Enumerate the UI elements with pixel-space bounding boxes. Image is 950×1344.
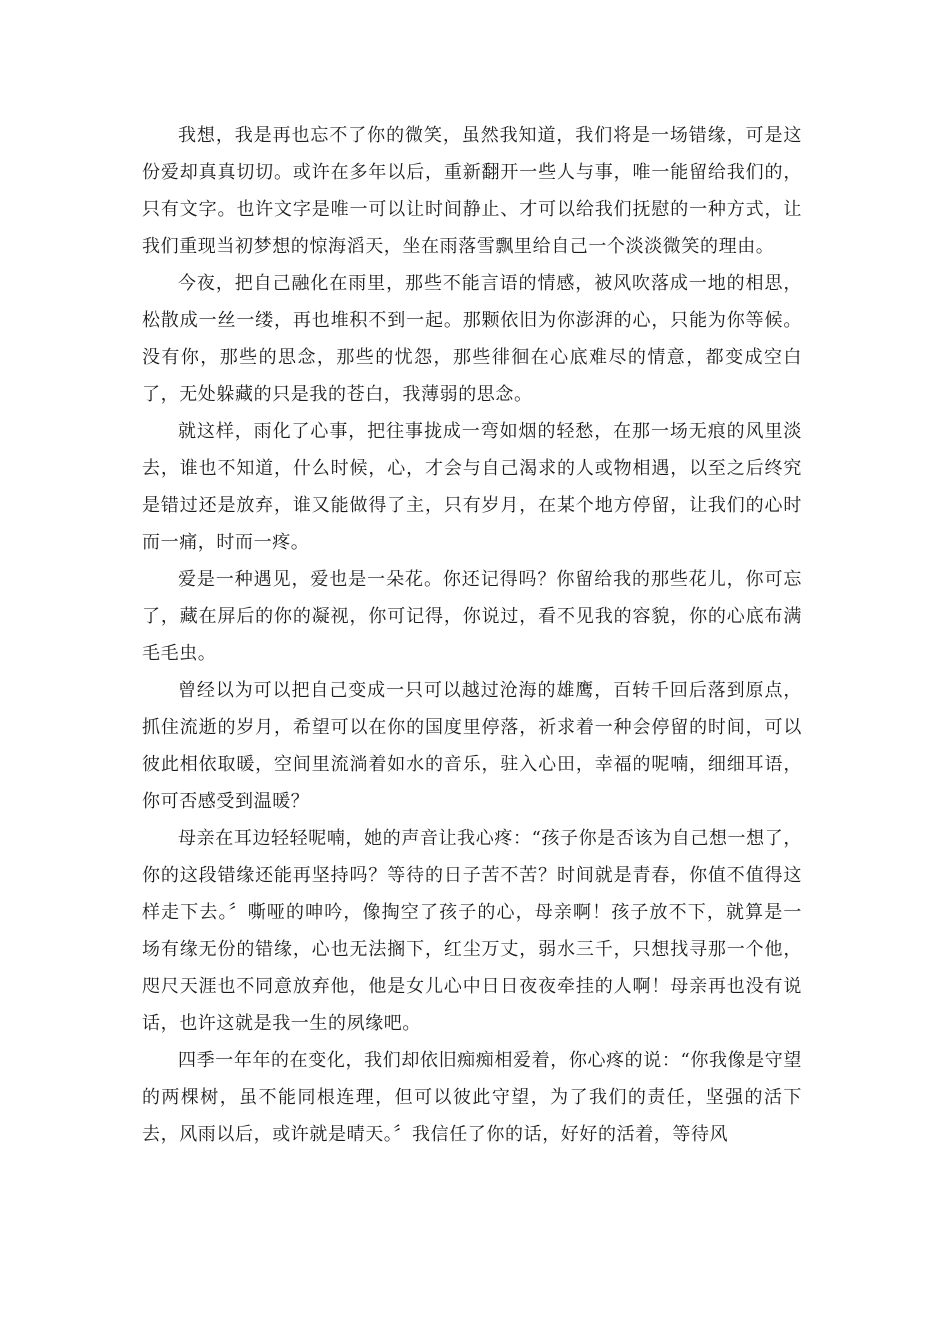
paragraph: 爱是一种遇见，爱也是一朵花。你还记得吗？你留给我的那些花儿，你可忘了，藏在屏后的你的凝视，你可记得，你说过，看不见我的容貌，你的心底布满毛毛虫。 xyxy=(142,569,802,664)
document-body xyxy=(142,117,802,1153)
paragraph: 就这样，雨化了心事，把往事拢成一弯如烟的轻愁，在那一场无痕的风里淡去，谁也不知道，什么时候，心，才会与自己渴求的人或物相遇，以至之后终究是错过还是放弃，谁又能做得了主，只有岁月，在某个地方停留，让我们的心时而一痛，时而一疼。 xyxy=(142,421,802,553)
paragraph: 四季一年年的在变化，我们却依旧痴痴相爱着，你心疼的说：“你我像是守望的两棵树，虽不能同根连理，但可以彼此守望，为了我们的责任，坚强的活下去，风雨以后，或许就是晴天。〞我信任了你的话，好好的活着，等待风 xyxy=(142,1050,802,1145)
paragraph: 曾经以为可以把自己变成一只可以越过沧海的雄鹰，百转千回后落到原点，抓住流逝的岁月，希望可以在你的国度里停落，祈求着一种会停留的时间，可以彼此相依取暖，空间里流淌着如水的音乐，驻入心田，幸福的呢喃，细细耳语，你可否感受到温暖？ xyxy=(142,680,802,812)
paragraph: 母亲在耳边轻轻呢喃，她的声音让我心疼：“孩子你是否该为自己想一想了，你的这段错缘还能再坚持吗？等待的日子苦不苦？时间就是青春，你值不值得这样走下去。〞嘶哑的呻吟，像掏空了孩子的心，母亲啊！孩子放不下，就算是一场有缘无份的错缘，心也无法搁下，红尘万丈，弱水三千，只想找寻那一个他，咫尺天涯也不同意放弃他，他是女儿心中日日夜夜牵挂的人啊！母亲再也没有说话，也许这就是我一生的夙缘吧。 xyxy=(142,828,802,1034)
paragraph: 今夜，把自己融化在雨里，那些不能言语的情感，被风吹落成一地的相思，松散成一丝一缕，再也堆积不到一起。那颗依旧为你澎湃的心，只能为你等候。没有你，那些的思念，那些的忧怨，那些徘徊在心底难尽的情意，都变成空白了，无处躲藏的只是我的苍白，我薄弱的思念。 xyxy=(142,273,802,405)
paragraph: 我想，我是再也忘不了你的微笑，虽然我知道，我们将是一场错缘，可是这份爱却真真切切。或许在多年以后，重新翻开一些人与事，唯一能留给我们的，只有文字。也许文字是唯一可以让时间静止、才可以给我们抚慰的一种方式，让我们重现当初梦想的惊海滔天，坐在雨落雪飘里给自己一个淡淡微笑的理由。 xyxy=(142,125,802,257)
